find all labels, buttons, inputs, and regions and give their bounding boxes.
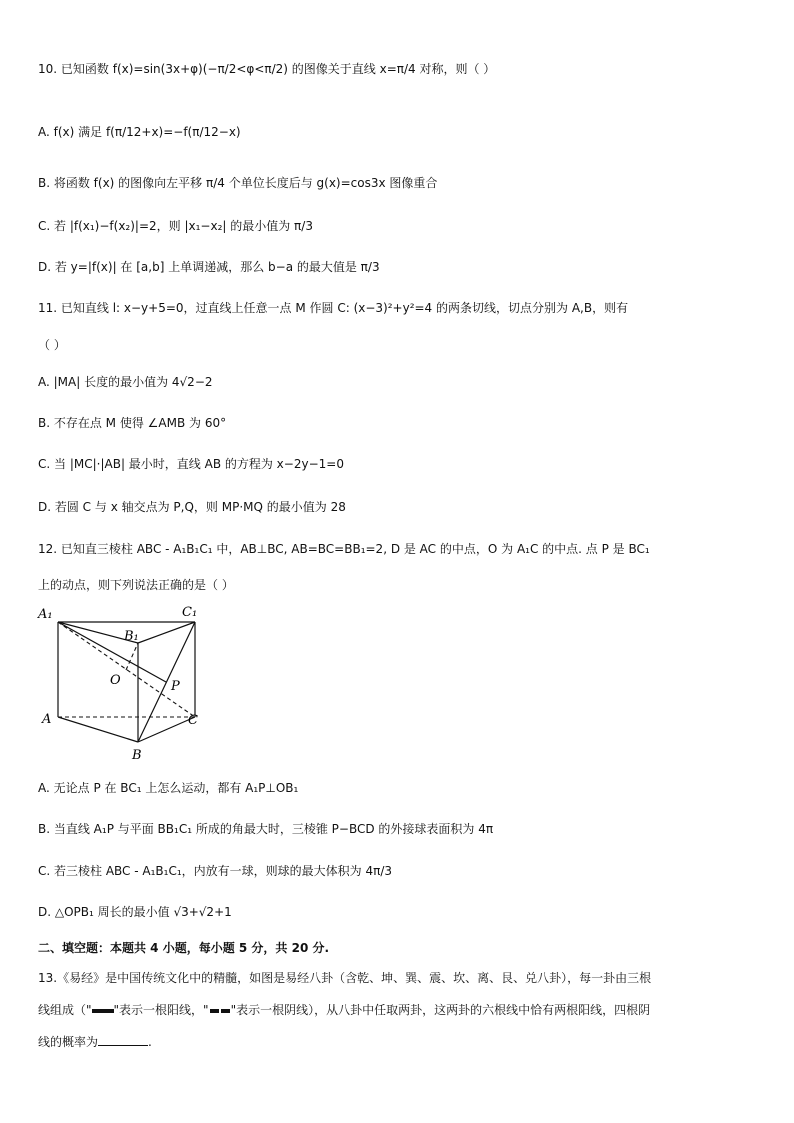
q12-stem-cont: 上的动点，则下列说法正确的是（ ） bbox=[38, 578, 234, 592]
q12-option-d: D. △OPB₁ 周长的最小值 √3+√2+1 bbox=[38, 905, 232, 919]
q13-line3-text: 线的概率为 bbox=[38, 1035, 99, 1049]
edge-b-c bbox=[138, 717, 195, 742]
yin-line-symbol-right bbox=[221, 1009, 230, 1013]
q11-option-a: A. |MA| 长度的最小值为 4√2−2 bbox=[38, 375, 213, 389]
label-o: O bbox=[110, 673, 121, 688]
label-c1: C₁ bbox=[182, 605, 198, 620]
label-c: C bbox=[188, 713, 198, 728]
q13-line2-c: "表示一根阴线），从八卦中任取两卦，这两卦的六根线中恰有两根阳线，四根阴 bbox=[230, 1003, 651, 1017]
prism-diagram bbox=[30, 600, 220, 768]
q12-option-a: A. 无论点 P 在 BC₁ 上怎么运动，都有 A₁P⊥OB₁ bbox=[38, 781, 299, 795]
q13-line2-a: 线组成（" bbox=[38, 1003, 92, 1017]
q13-line1: 13.《易经》是中国传统文化中的精髓，如图是易经八卦（含乾、坤、巽、震、坎、离、艮、兑八卦），每一卦由三根 bbox=[38, 971, 652, 985]
q10-option-a: A. f(x) 满足 f(π/12+x)=−f(π/12−x) bbox=[38, 125, 241, 139]
answer-blank[interactable] bbox=[98, 1045, 148, 1046]
q13-line3-end: . bbox=[148, 1035, 152, 1049]
label-b: B bbox=[132, 748, 142, 763]
q10-option-c: C. 若 |f(x₁)−f(x₂)|=2，则 |x₁−x₂| 的最小值为 π/3 bbox=[38, 219, 313, 233]
q12-stem: 12. 已知直三棱柱 ABC - A₁B₁C₁ 中，AB⊥BC, AB=BC=BB₁=2, D 是 AC 的中点，O 为 A₁C 的中点. 点 P 是 BC₁ bbox=[38, 542, 650, 556]
q13-line3 bbox=[38, 1033, 764, 1051]
q13-line2-b: "表示一根阳线，" bbox=[113, 1003, 209, 1017]
edge-a-b bbox=[58, 717, 138, 742]
section-heading: 二、填空题：本题共 4 小题，每小题 5 分，共 20 分. bbox=[38, 941, 330, 955]
q11-option-b: B. 不存在点 M 使得 ∠AMB 为 60° bbox=[38, 416, 227, 430]
q11-option-d: D. 若圆 C 与 x 轴交点为 P,Q，则 MP·MQ 的最小值为 28 bbox=[38, 500, 346, 514]
q12-option-c: C. 若三棱柱 ABC - A₁B₁C₁，内放有一球，则球的最大体积为 4π/3 bbox=[38, 864, 392, 878]
q10-stem: 10. 已知函数 f(x)=sin(3x+φ)(−π/2<φ<π/2) 的图像关于直线 x=π/4 对称，则（ ） bbox=[38, 62, 496, 76]
label-a1: A₁ bbox=[38, 607, 53, 622]
q11-stem: 11. 已知直线 l: x−y+5=0，过直线上任意一点 M 作圆 C: (x−3)²+y²=4 的两条切线，切点分别为 A,B，则有 bbox=[38, 301, 629, 315]
q13-line2 bbox=[38, 1001, 764, 1019]
q11-option-c: C. 当 |MC|·|AB| 最小时，直线 AB 的方程为 x−2y−1=0 bbox=[38, 457, 344, 471]
label-p: P bbox=[171, 679, 180, 694]
q10-option-d: D. 若 y=|f(x)| 在 [a,b] 上单调递减，那么 b−a 的最大值是 π/3 bbox=[38, 260, 380, 274]
q12-option-b: B. 当直线 A₁P 与平面 BB₁C₁ 所成的角最大时，三棱锥 P−BCD 的外接球表面积为 4π bbox=[38, 822, 494, 836]
label-b1: B₁ bbox=[124, 629, 139, 644]
label-a: A bbox=[42, 712, 52, 727]
yin-line-symbol-left bbox=[210, 1009, 219, 1013]
yang-line-symbol bbox=[92, 1009, 114, 1013]
q10-option-b: B. 将函数 f(x) 的图像向左平移 π/4 个单位长度后与 g(x)=cos3x 图像重合 bbox=[38, 176, 438, 190]
q11-stem-paren: （ ） bbox=[38, 338, 66, 352]
